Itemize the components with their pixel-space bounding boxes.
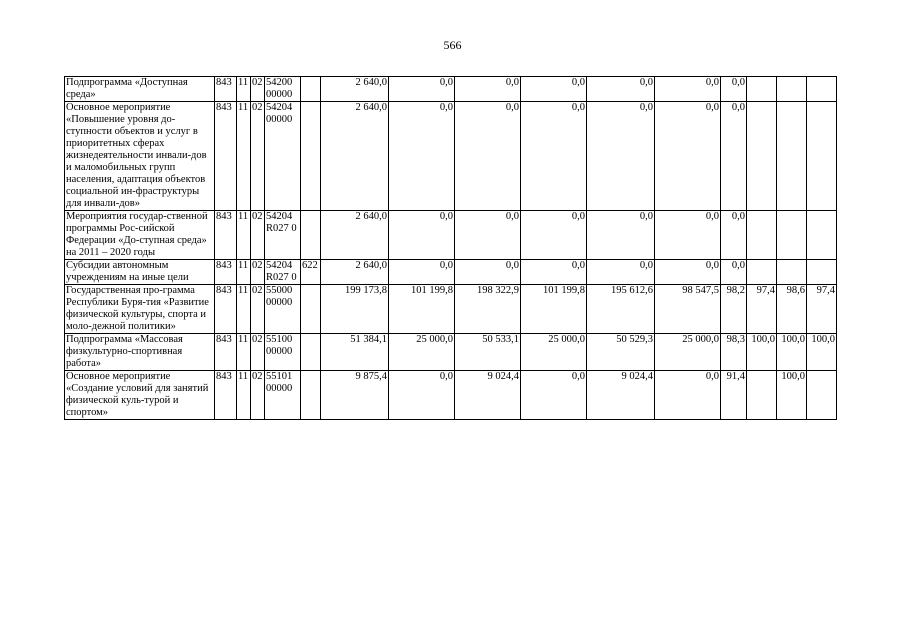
percent-1-cell: 91,4	[721, 371, 747, 420]
expense-type-cell	[301, 102, 321, 211]
percent-4-cell	[807, 371, 837, 420]
subsection-code-cell: 02	[251, 211, 265, 260]
value-4-cell: 0,0	[521, 102, 587, 211]
value-3-cell: 0,0	[455, 211, 521, 260]
target-article-cell: 54200 00000	[265, 77, 301, 102]
value-4-cell: 0,0	[521, 211, 587, 260]
budget-table	[64, 76, 837, 420]
target-article-cell: 54204 00000	[265, 102, 301, 211]
row-name-cell: Субсидии автономным учреждениям на иные цели	[65, 260, 215, 285]
section-code-cell: 11	[237, 260, 251, 285]
row-name-cell: Мероприятия государ-ственной программы Рос-сийской Федерации «До-ступная среда» на 2011 – 2020 годы	[65, 211, 215, 260]
table-row	[65, 285, 837, 334]
table-row	[65, 211, 837, 260]
expense-type-cell	[301, 77, 321, 102]
value-1-cell: 51 384,1	[321, 334, 389, 371]
percent-1-cell: 0,0	[721, 102, 747, 211]
percent-3-cell: 98,6	[777, 285, 807, 334]
percent-2-cell: 100,0	[747, 334, 777, 371]
value-1-cell: 199 173,8	[321, 285, 389, 334]
value-4-cell: 0,0	[521, 77, 587, 102]
value-1-cell: 2 640,0	[321, 260, 389, 285]
expense-type-cell	[301, 371, 321, 420]
section-code-cell: 11	[237, 334, 251, 371]
percent-4-cell: 97,4	[807, 285, 837, 334]
table-row	[65, 102, 837, 211]
subsection-code-cell: 02	[251, 371, 265, 420]
percent-2-cell: 97,4	[747, 285, 777, 334]
value-2-cell: 25 000,0	[389, 334, 455, 371]
value-3-cell: 50 533,1	[455, 334, 521, 371]
value-3-cell: 198 322,9	[455, 285, 521, 334]
value-6-cell: 0,0	[655, 371, 721, 420]
value-2-cell: 0,0	[389, 77, 455, 102]
percent-4-cell	[807, 102, 837, 211]
percent-4-cell	[807, 211, 837, 260]
page-number: 566	[443, 38, 462, 52]
target-article-cell: 55101 00000	[265, 371, 301, 420]
table-row	[65, 77, 837, 102]
grbs-code-cell: 843	[215, 285, 237, 334]
value-6-cell: 98 547,5	[655, 285, 721, 334]
percent-4-cell: 100,0	[807, 334, 837, 371]
value-5-cell: 0,0	[587, 102, 655, 211]
target-article-cell: 55100 00000	[265, 334, 301, 371]
table-row	[65, 334, 837, 371]
subsection-code-cell: 02	[251, 334, 265, 371]
percent-3-cell	[777, 102, 807, 211]
percent-3-cell: 100,0	[777, 371, 807, 420]
value-6-cell: 0,0	[655, 211, 721, 260]
value-2-cell: 0,0	[389, 371, 455, 420]
section-code-cell: 11	[237, 211, 251, 260]
subsection-code-cell: 02	[251, 285, 265, 334]
target-article-cell: 55000 00000	[265, 285, 301, 334]
percent-1-cell: 0,0	[721, 211, 747, 260]
percent-3-cell	[777, 77, 807, 102]
value-6-cell: 0,0	[655, 260, 721, 285]
percent-2-cell	[747, 371, 777, 420]
percent-1-cell: 98,3	[721, 334, 747, 371]
grbs-code-cell: 843	[215, 334, 237, 371]
value-6-cell: 0,0	[655, 77, 721, 102]
value-4-cell: 0,0	[521, 260, 587, 285]
value-4-cell: 0,0	[521, 371, 587, 420]
row-name-cell: Государственная про-грамма Республики Буря-тия «Развитие физической культуры, спорта и моло-дежной политики»	[65, 285, 215, 334]
section-code-cell: 11	[237, 77, 251, 102]
subsection-code-cell: 02	[251, 77, 265, 102]
value-1-cell: 2 640,0	[321, 211, 389, 260]
value-5-cell: 195 612,6	[587, 285, 655, 334]
expense-type-cell	[301, 334, 321, 371]
value-3-cell: 0,0	[455, 102, 521, 211]
table-row	[65, 371, 837, 420]
percent-4-cell	[807, 77, 837, 102]
grbs-code-cell: 843	[215, 77, 237, 102]
expense-type-cell: 622	[301, 260, 321, 285]
value-2-cell: 0,0	[389, 211, 455, 260]
value-6-cell: 25 000,0	[655, 334, 721, 371]
value-1-cell: 9 875,4	[321, 371, 389, 420]
percent-3-cell	[777, 211, 807, 260]
grbs-code-cell: 843	[215, 260, 237, 285]
section-code-cell: 11	[237, 102, 251, 211]
table-row	[65, 260, 837, 285]
row-name-cell: Основное мероприятие «Повышение уровня до-ступности объектов и услуг в приоритетных сферах жизнедеятельности инвали-дов и маломобильных групп населения, адаптация объектов социальной ин-фраструктуры для инвали-дов»	[65, 102, 215, 211]
grbs-code-cell: 843	[215, 371, 237, 420]
row-name-cell: Подпрограмма «Доступная среда»	[65, 77, 215, 102]
section-code-cell: 11	[237, 285, 251, 334]
percent-2-cell	[747, 77, 777, 102]
target-article-cell: 54204 R027 0	[265, 260, 301, 285]
value-5-cell: 0,0	[587, 77, 655, 102]
grbs-code-cell: 843	[215, 211, 237, 260]
grbs-code-cell: 843	[215, 102, 237, 211]
percent-4-cell	[807, 260, 837, 285]
value-2-cell: 0,0	[389, 260, 455, 285]
value-6-cell: 0,0	[655, 102, 721, 211]
value-5-cell: 9 024,4	[587, 371, 655, 420]
row-name-cell: Основное мероприятие «Создание условий для занятий физической куль-турой и спортом»	[65, 371, 215, 420]
value-2-cell: 0,0	[389, 102, 455, 211]
value-5-cell: 0,0	[587, 260, 655, 285]
percent-2-cell	[747, 211, 777, 260]
value-1-cell: 2 640,0	[321, 77, 389, 102]
value-3-cell: 0,0	[455, 77, 521, 102]
value-3-cell: 0,0	[455, 260, 521, 285]
row-name-cell: Подпрограмма «Массовая физкультурно-спортивная работа»	[65, 334, 215, 371]
percent-1-cell: 0,0	[721, 77, 747, 102]
percent-1-cell: 98,2	[721, 285, 747, 334]
value-4-cell: 101 199,8	[521, 285, 587, 334]
percent-2-cell	[747, 102, 777, 211]
value-5-cell: 50 529,3	[587, 334, 655, 371]
percent-1-cell: 0,0	[721, 260, 747, 285]
value-4-cell: 25 000,0	[521, 334, 587, 371]
value-5-cell: 0,0	[587, 211, 655, 260]
percent-3-cell: 100,0	[777, 334, 807, 371]
percent-2-cell	[747, 260, 777, 285]
section-code-cell: 11	[237, 371, 251, 420]
subsection-code-cell: 02	[251, 260, 265, 285]
value-2-cell: 101 199,8	[389, 285, 455, 334]
expense-type-cell	[301, 285, 321, 334]
target-article-cell: 54204 R027 0	[265, 211, 301, 260]
value-3-cell: 9 024,4	[455, 371, 521, 420]
percent-3-cell	[777, 260, 807, 285]
subsection-code-cell: 02	[251, 102, 265, 211]
expense-type-cell	[301, 211, 321, 260]
value-1-cell: 2 640,0	[321, 102, 389, 211]
